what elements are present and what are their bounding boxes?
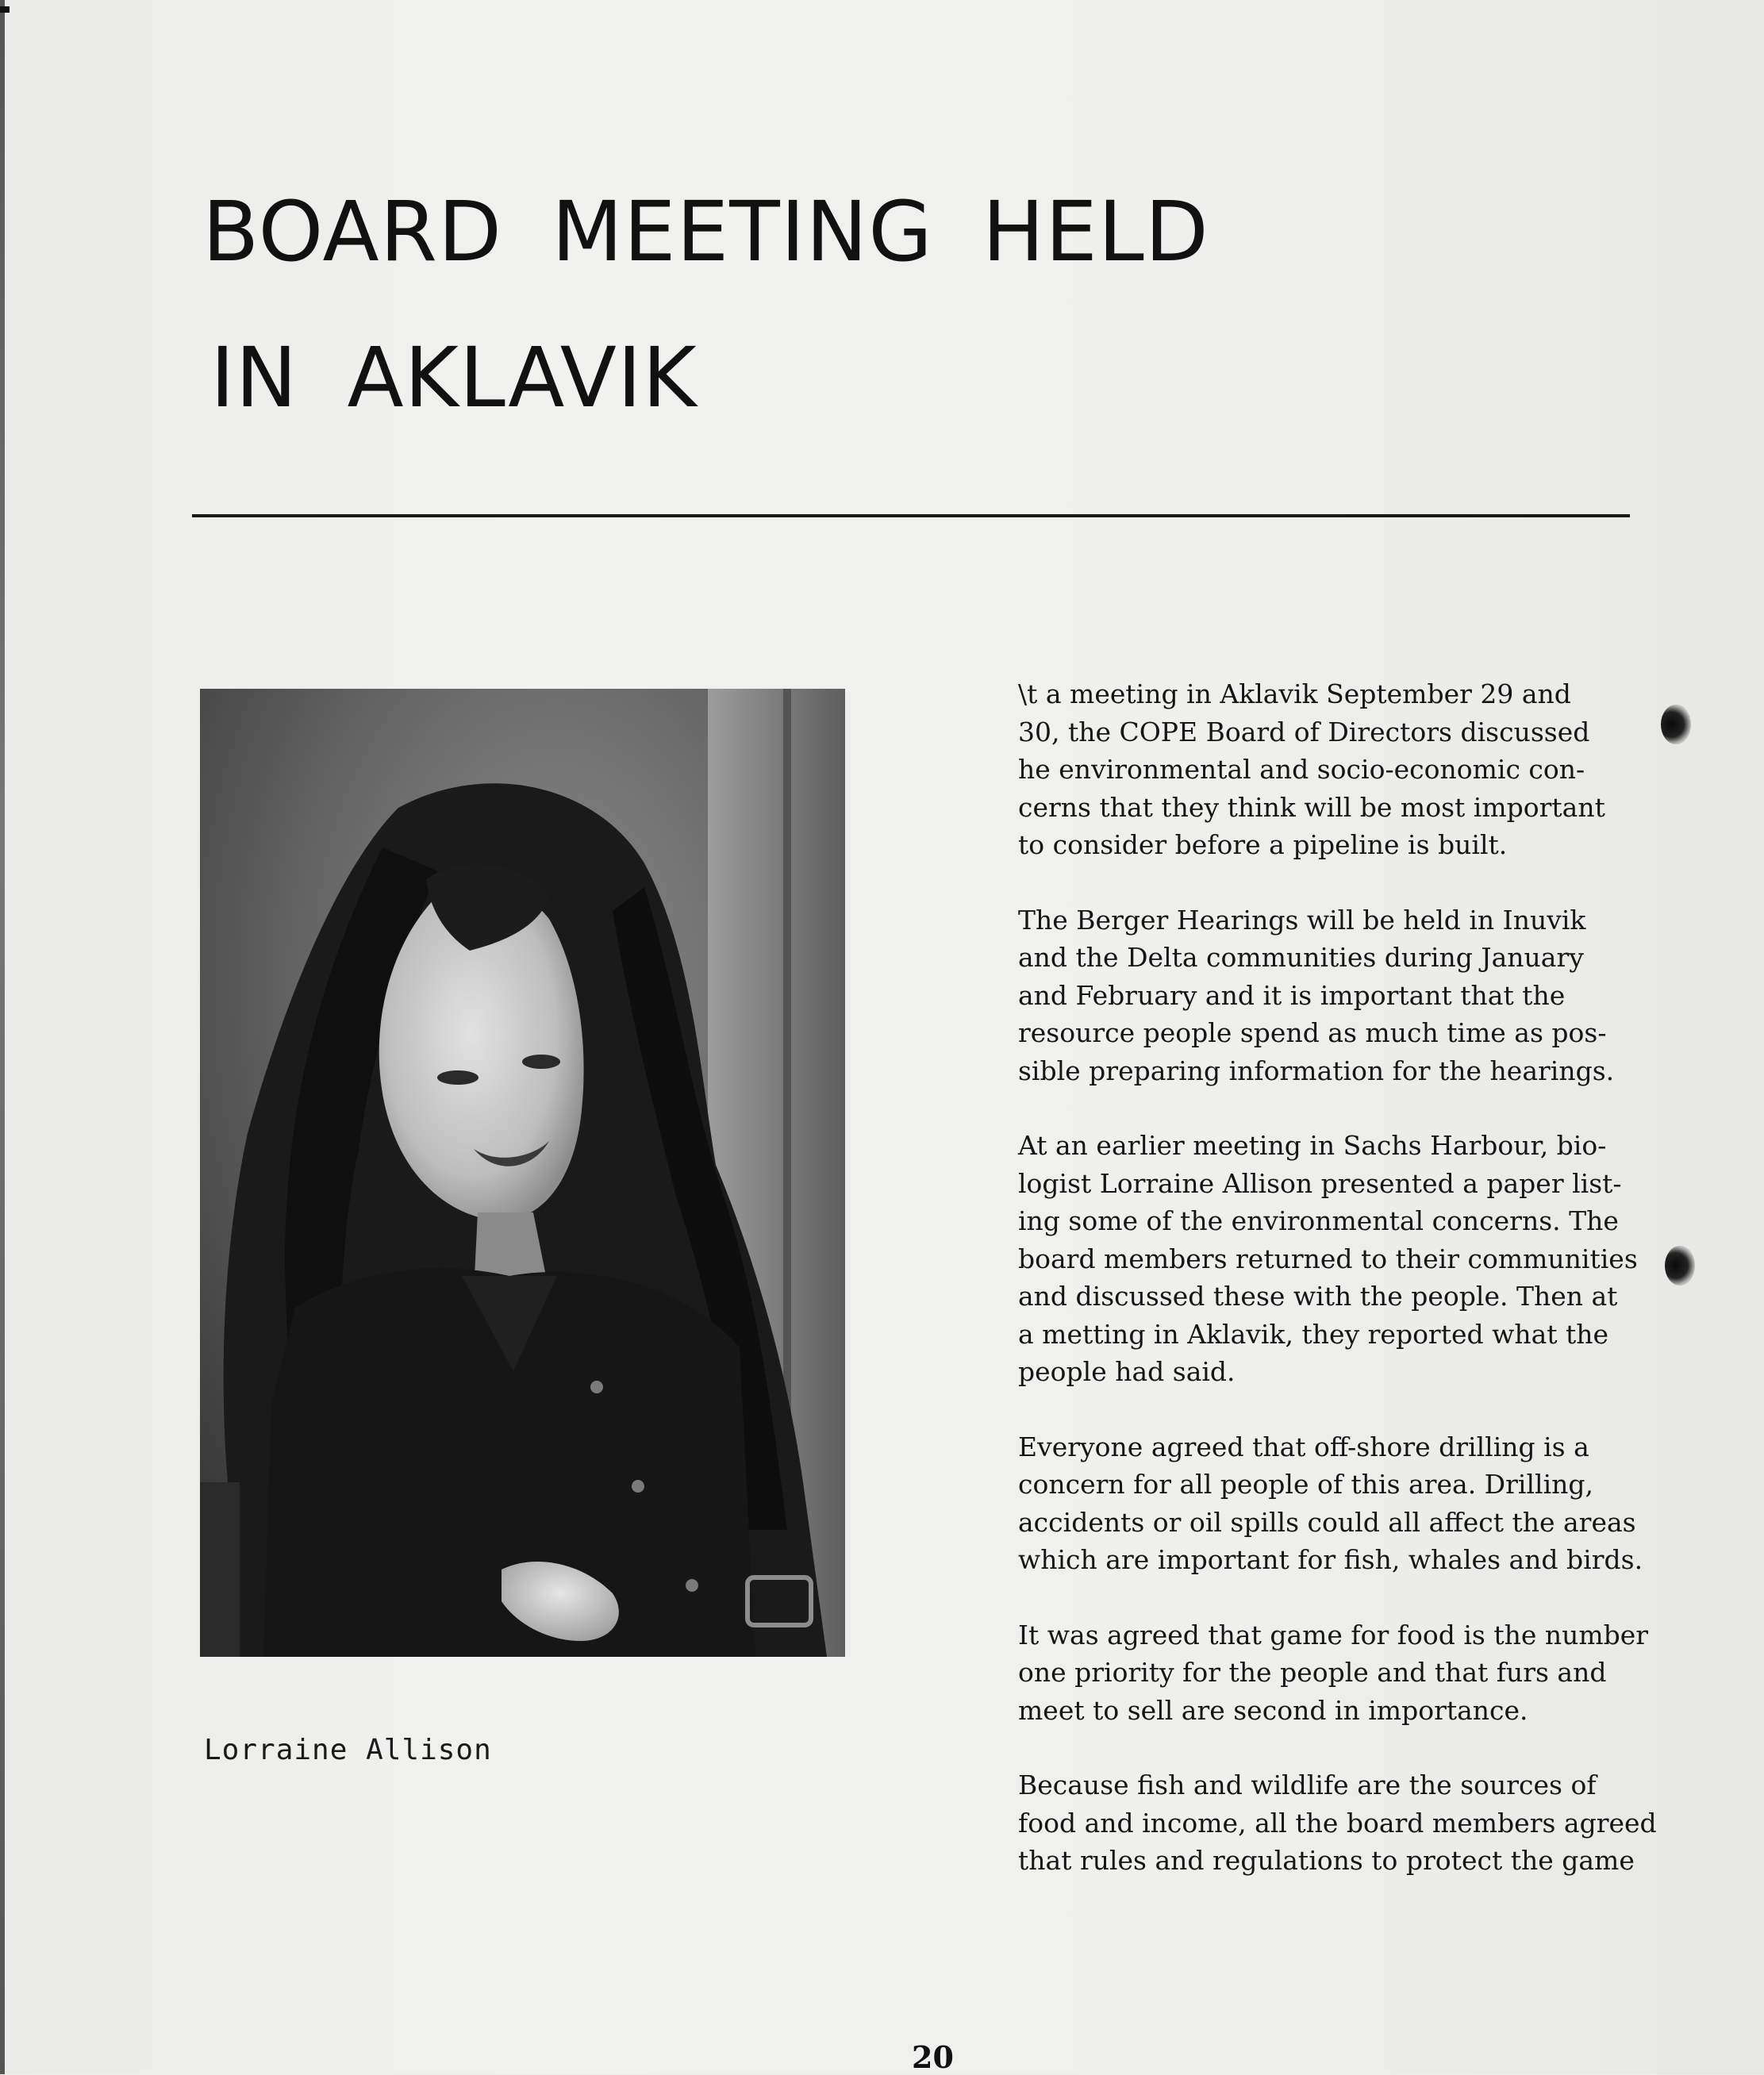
text-line: Because fish and wildlife are the sources of [1018, 1770, 1597, 1800]
text-line: and the Delta communities during January [1018, 942, 1584, 973]
text-line: It was agreed that game for food is the number [1018, 1619, 1649, 1650]
text-line: a metting in Aklavik, they reported what the [1018, 1318, 1609, 1350]
paragraph-2 [1018, 901, 1693, 1090]
paragraph-6 [1018, 1766, 1693, 1880]
text-line: board members returned to their communities [1018, 1243, 1638, 1274]
text-line: and February and it is important that the [1018, 979, 1566, 1011]
text-line: ing some of the environmental concerns. The [1018, 1205, 1619, 1236]
page-number: 20 [912, 2039, 954, 2075]
text-line: that rules and regulations to protect the game [1018, 1845, 1635, 1876]
paragraph-1 [1018, 675, 1693, 864]
text-line: concern for all people of this area. Drilling, [1018, 1469, 1593, 1500]
text-line: 30, the COPE Board of Directors discussed [1018, 716, 1590, 747]
paragraph-3 [1018, 1127, 1693, 1391]
text-line: food and income, all the board members agreed [1018, 1807, 1657, 1839]
text-line: to consider before a pipeline is built. [1018, 829, 1508, 860]
headline-line-1: BOARD MEETING HELD [202, 183, 1209, 280]
headline-line-2: IN AKLAVIK [210, 329, 698, 426]
punch-hole [1665, 1246, 1695, 1285]
text-line: sible preparing information for the hearings. [1018, 1055, 1615, 1086]
text-line: he environmental and socio-economic con- [1018, 754, 1585, 785]
page-binding-edge [0, 0, 5, 2074]
headline-divider [192, 514, 1630, 517]
text-line: and discussed these with the people. Then at [1018, 1281, 1618, 1312]
text-line: Everyone agreed that off-shore drilling is a [1018, 1431, 1589, 1462]
paragraph-5 [1018, 1616, 1693, 1730]
text-line: \t a meeting in Aklavik September 29 and [1018, 678, 1571, 709]
corner-mark [0, 6, 10, 13]
text-line: people had said. [1018, 1356, 1236, 1387]
text-line: logist Lorraine Allison presented a paper list- [1018, 1167, 1622, 1199]
text-line: accidents or oil spills could all affect the areas [1018, 1506, 1636, 1538]
paragraph-4 [1018, 1428, 1693, 1579]
text-line: one priority for the people and that furs and [1018, 1657, 1607, 1688]
text-line: At an earlier meeting in Sachs Harbour, bio- [1018, 1130, 1607, 1161]
text-line: resource people spend as much time as pos- [1018, 1017, 1607, 1048]
text-line: meet to sell are second in importance. [1018, 1694, 1528, 1726]
text-line: which are important for fish, whales and birds. [1018, 1544, 1643, 1575]
text-line: cerns that they think will be most important [1018, 791, 1605, 823]
portrait-photo [200, 689, 845, 1657]
punch-hole [1661, 705, 1691, 744]
article-body [1018, 675, 1693, 1917]
photo-caption: Lorraine Allison [204, 1734, 492, 1766]
text-line: The Berger Hearings will be held in Inuvik [1018, 904, 1586, 936]
